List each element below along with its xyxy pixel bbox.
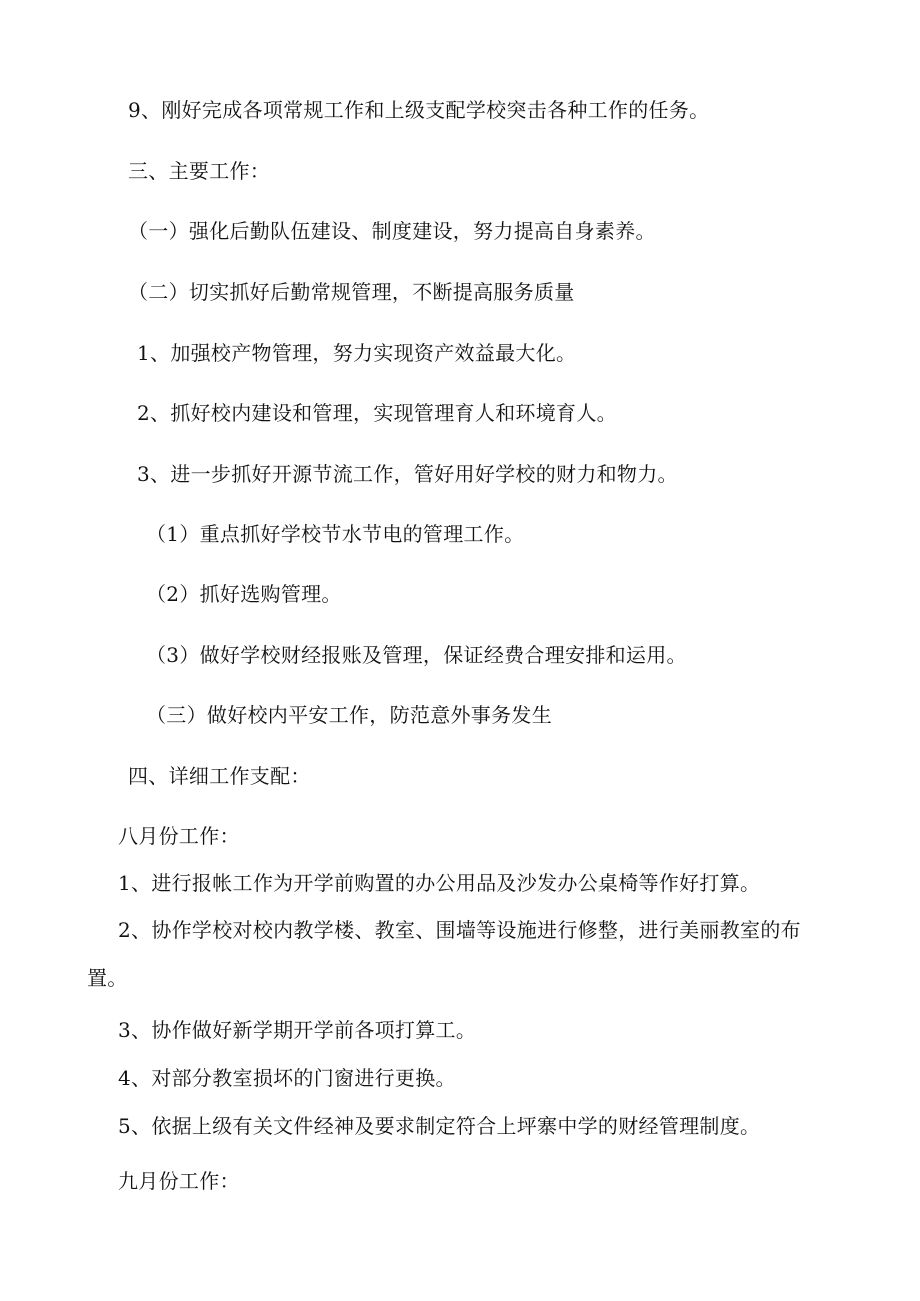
section-heading-4: 四、详细工作支配： [128,764,311,788]
month-heading-august: 八月份工作： [118,824,240,848]
paragraph-item-3: 3、进一步抓好开源节流工作，管好用好学校的财力和物力。 [137,462,678,486]
subsection-heading-3: （三）做好校内平安工作，防范意外事务发生 [146,703,552,727]
august-item-4: 4、对部分教室损坏的门窗进行更换。 [118,1066,456,1090]
august-item-1: 1、进行报帐工作为开学前购置的办公用品及沙发办公桌椅等作好打算。 [118,871,761,895]
paragraph-item-2: 2、抓好校内建设和管理，实现管理育人和环境育人。 [137,401,617,425]
august-item-5: 5、依据上级有关文件经神及要求制定符合上坪寨中学的财经管理制度。 [118,1114,761,1138]
august-item-2: 2、协作学校对校内教学楼、教室、围墙等设施进行修整，进行美丽教室的布 [118,918,801,942]
paragraph-subitem-2: （2）抓好选购管理。 [146,582,342,606]
subsection-heading-1: （一）强化后勤队伍建设、制度建设，努力提高自身素养。 [128,219,656,243]
paragraph-item-1: 1、加强校产物管理，努力实现资产效益最大化。 [137,341,577,365]
section-heading-3: 三、主要工作： [128,159,271,183]
paragraph-subitem-3: （3）做好学校财经报账及管理，保证经费合理安排和运用。 [146,643,687,667]
paragraph-item-9: 9、刚好完成各项常规工作和上级支配学校突击各种工作的任务。 [128,98,710,122]
paragraph-subitem-1: （1）重点抓好学校节水节电的管理工作。 [146,522,525,546]
august-item-3: 3、协作做好新学期开学前各项打算工。 [118,1018,477,1042]
subsection-heading-2: （二）切实抓好后勤常规管理，不断提高服务质量 [128,280,575,304]
month-heading-september: 九月份工作： [118,1169,240,1193]
august-item-2-continued: 置。 [87,966,128,990]
